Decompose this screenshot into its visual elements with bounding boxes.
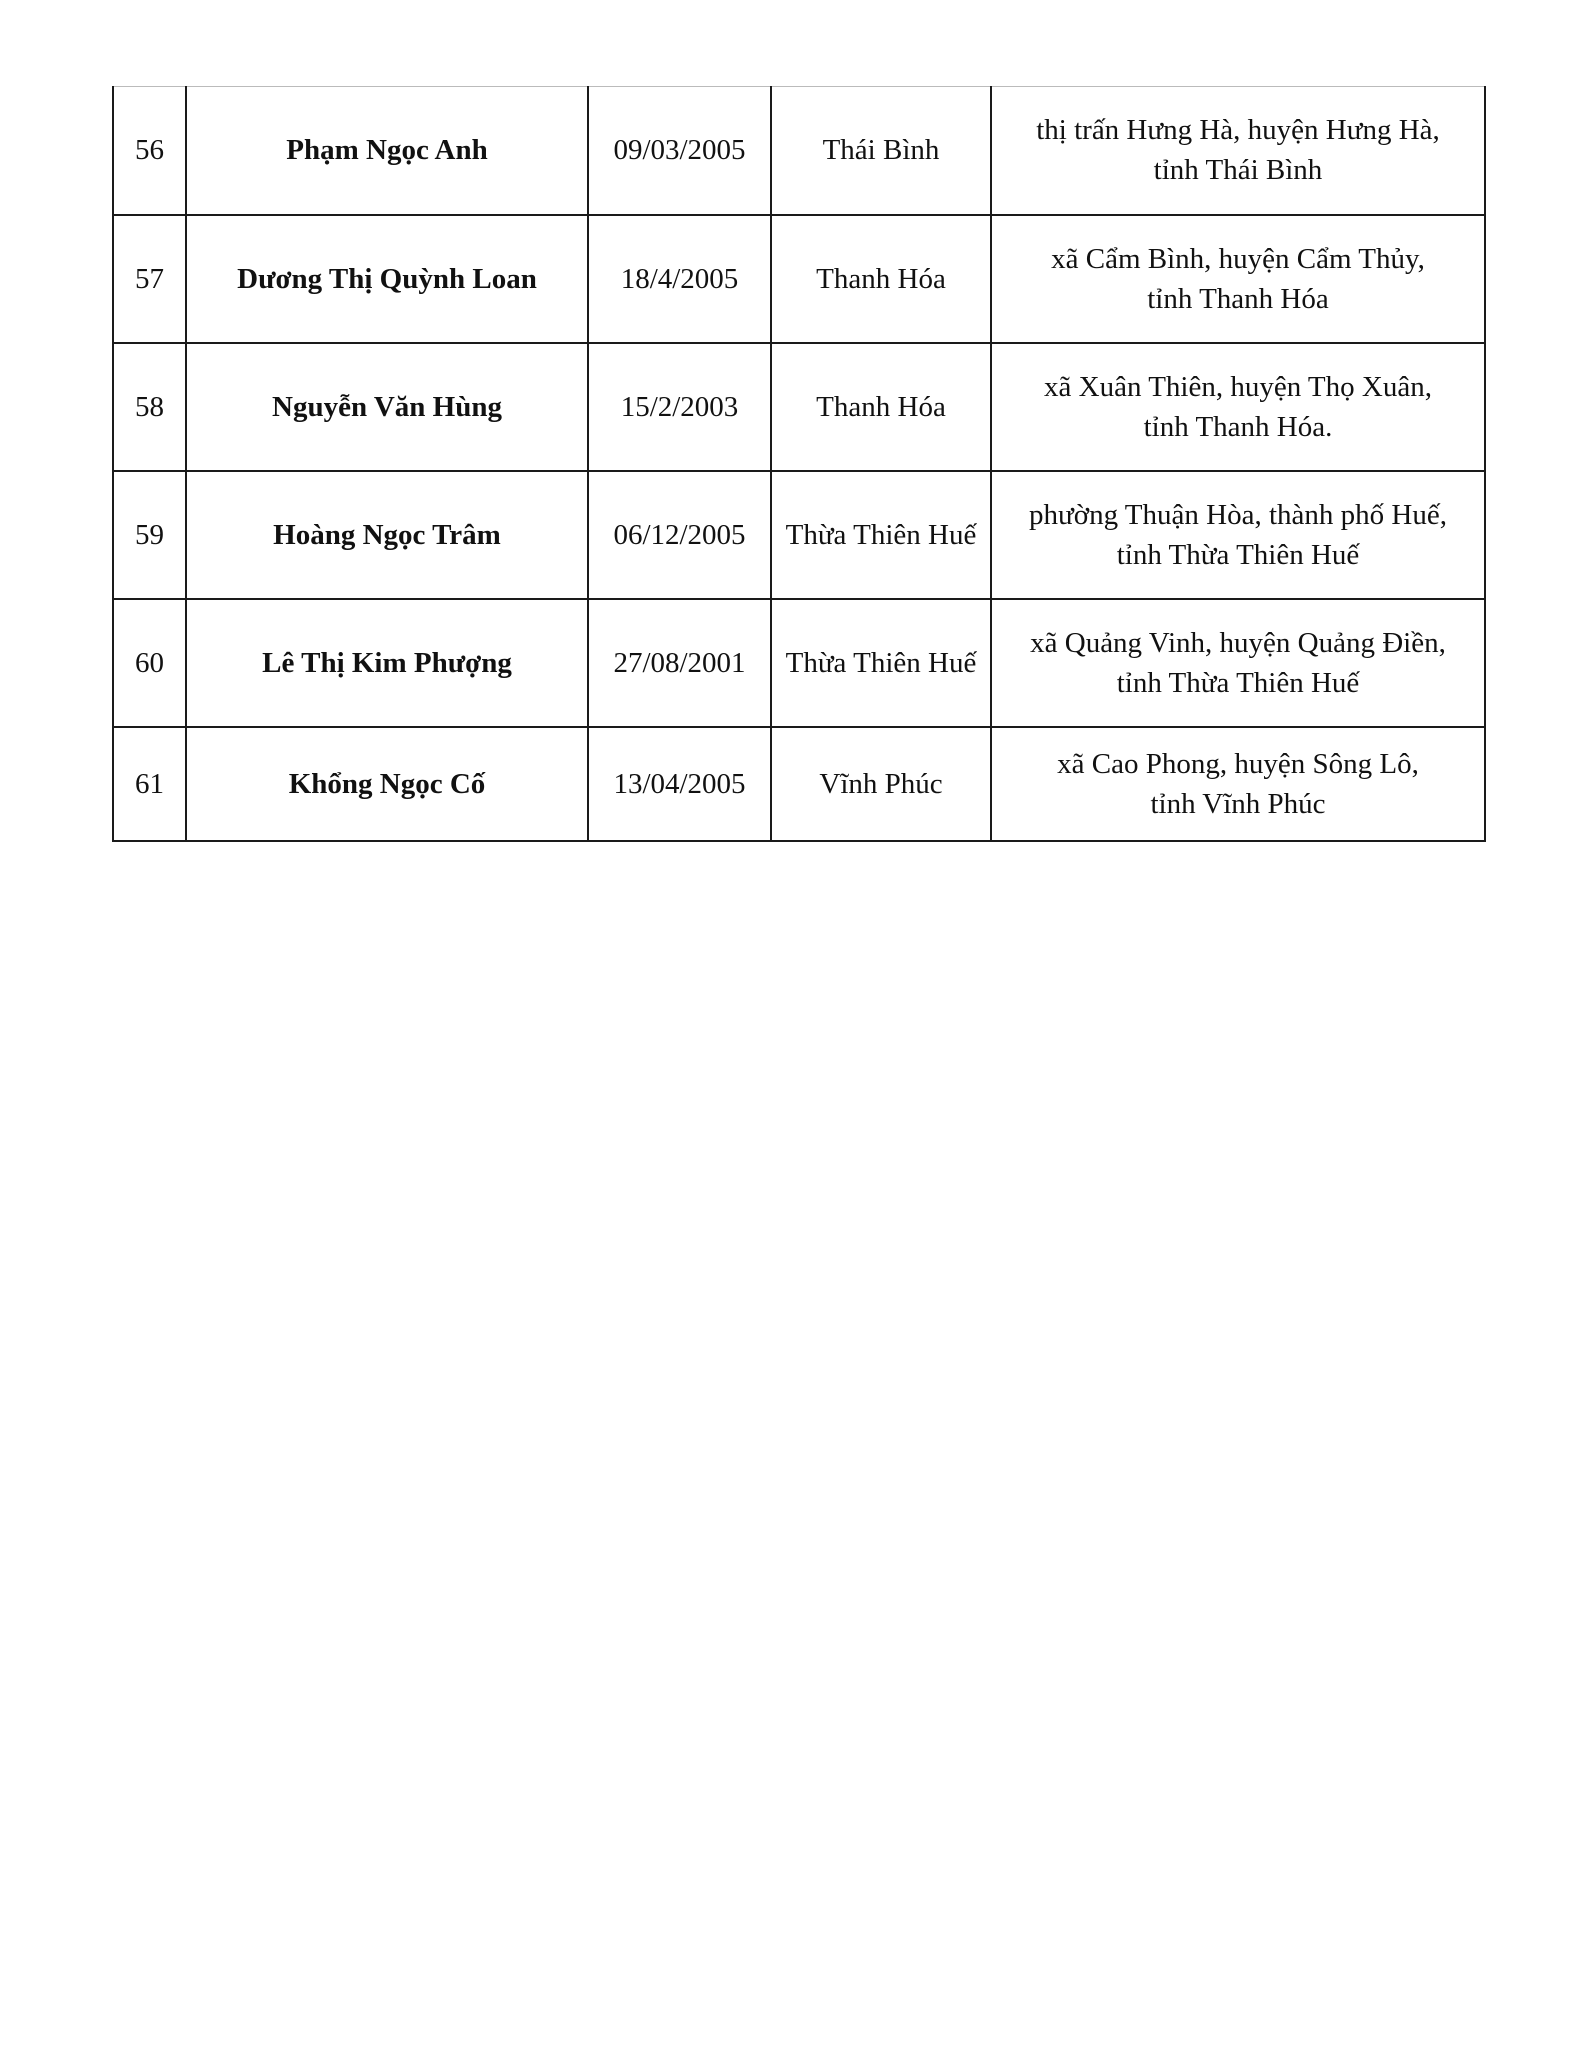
date-of-birth: 06/12/2005	[588, 471, 771, 599]
person-list-table	[112, 86, 1486, 842]
address-line-1: xã Xuân Thiên, huyện Thọ Xuân,	[1044, 370, 1432, 403]
row-number: 61	[113, 727, 186, 841]
address	[991, 343, 1485, 471]
address-line-1: thị trấn Hưng Hà, huyện Hưng Hà,	[1036, 114, 1440, 147]
address-line-1: phường Thuận Hòa, thành phố Huế,	[1029, 498, 1447, 531]
table-row	[113, 343, 1485, 471]
table-row	[113, 215, 1485, 343]
row-number: 57	[113, 215, 186, 343]
hometown-province: Thừa Thiên Huế	[771, 471, 991, 599]
date-of-birth: 13/04/2005	[588, 727, 771, 841]
address-line-2: tỉnh Thừa Thiên Huế	[1116, 666, 1360, 699]
full-name: Dương Thị Quỳnh Loan	[186, 215, 588, 343]
address-line-2: tỉnh Vĩnh Phúc	[1150, 787, 1326, 820]
address-line-1: xã Cẩm Bình, huyện Cẩm Thủy,	[1051, 242, 1425, 275]
row-number: 56	[113, 87, 186, 215]
address-line-2: tỉnh Thanh Hóa.	[1143, 410, 1333, 443]
date-of-birth: 27/08/2001	[588, 599, 771, 727]
hometown-province: Thái Bình	[771, 87, 991, 215]
table-row	[113, 599, 1485, 727]
hometown-province: Thừa Thiên Huế	[771, 599, 991, 727]
address	[991, 599, 1485, 727]
address	[991, 471, 1485, 599]
full-name: Phạm Ngọc Anh	[186, 87, 588, 215]
table-row	[113, 727, 1485, 841]
address-line-2: tỉnh Thừa Thiên Huế	[1116, 538, 1360, 571]
full-name: Khổng Ngọc Cố	[186, 727, 588, 841]
table-row	[113, 471, 1485, 599]
row-number: 60	[113, 599, 186, 727]
address-line-2: tỉnh Thái Bình	[1153, 154, 1323, 187]
full-name: Hoàng Ngọc Trâm	[186, 471, 588, 599]
row-number: 59	[113, 471, 186, 599]
date-of-birth: 09/03/2005	[588, 87, 771, 215]
address-line-2: tỉnh Thanh Hóa	[1147, 282, 1329, 315]
address	[991, 87, 1485, 215]
date-of-birth: 18/4/2005	[588, 215, 771, 343]
full-name: Nguyễn Văn Hùng	[186, 343, 588, 471]
address	[991, 215, 1485, 343]
hometown-province: Thanh Hóa	[771, 215, 991, 343]
address	[991, 727, 1485, 841]
address-line-1: xã Cao Phong, huyện Sông Lô,	[1057, 747, 1419, 780]
address-line-1: xã Quảng Vinh, huyện Quảng Điền,	[1030, 626, 1446, 659]
hometown-province: Thanh Hóa	[771, 343, 991, 471]
full-name: Lê Thị Kim Phượng	[186, 599, 588, 727]
date-of-birth: 15/2/2003	[588, 343, 771, 471]
row-number: 58	[113, 343, 186, 471]
table-row	[113, 87, 1485, 215]
hometown-province: Vĩnh Phúc	[771, 727, 991, 841]
